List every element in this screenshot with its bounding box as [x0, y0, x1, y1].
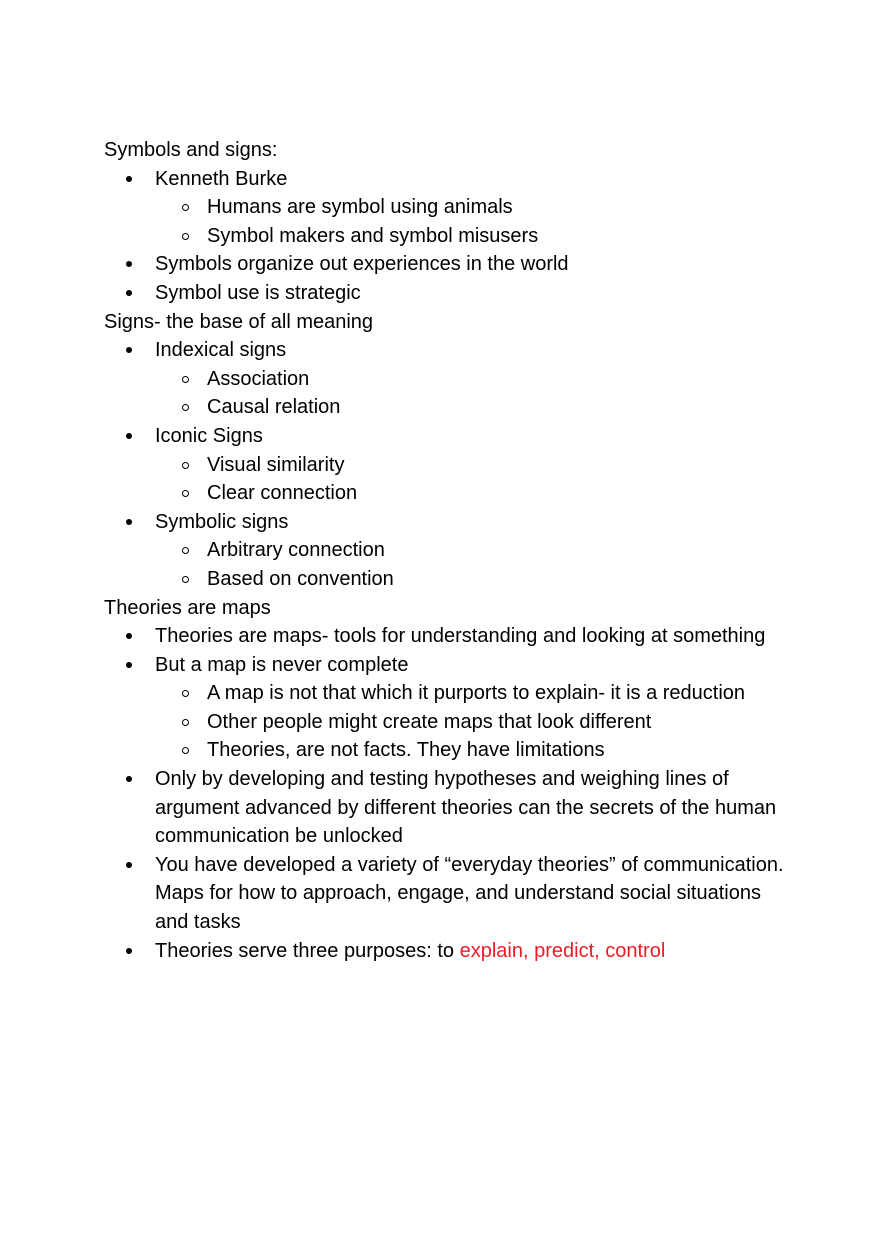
- bullet-text: Indexical signs: [155, 339, 287, 362]
- bullet-item: [155, 336, 784, 422]
- bullet-circle-icon: [182, 404, 189, 411]
- sub-bullet-text: Arbitrary connection: [207, 539, 385, 562]
- sub-bullet-item: [207, 365, 784, 394]
- bullet-text: Symbols organize out experiences in the world: [155, 253, 569, 276]
- bullet-dot-icon: [126, 261, 132, 267]
- bullet-dot-icon: [126, 290, 132, 296]
- bullet-circle-icon: [182, 690, 189, 697]
- sub-bullet-text: Clear connection: [207, 482, 358, 505]
- bullet-dot-icon: [126, 862, 132, 868]
- sub-bullet-list: [155, 451, 784, 508]
- bullet-item: [155, 937, 784, 966]
- sub-bullet-item: [207, 736, 784, 765]
- bullet-item: [155, 622, 784, 651]
- bullet-item: [155, 651, 784, 765]
- sub-bullet-text: Causal relation: [207, 396, 341, 419]
- bullet-text: Theories serve three purposes: to: [155, 939, 460, 962]
- sub-bullet-text: Based on convention: [207, 567, 394, 590]
- bullet-dot-icon: [126, 176, 132, 182]
- sub-bullet-text: Association: [207, 367, 310, 390]
- bullet-circle-icon: [182, 204, 189, 211]
- bullet-dot-icon: [126, 948, 132, 954]
- bullet-item: [155, 765, 784, 851]
- sub-bullet-item: [207, 193, 784, 222]
- bullet-dot-icon: [126, 433, 132, 439]
- bullet-list: [104, 336, 784, 593]
- bullet-list: [104, 622, 784, 965]
- sub-bullet-item: [207, 565, 784, 594]
- sub-bullet-item: [207, 679, 784, 708]
- section-heading: Symbols and signs:: [104, 139, 278, 161]
- sub-bullet-item: [207, 451, 784, 480]
- bullet-circle-icon: [182, 719, 189, 726]
- bullet-circle-icon: [182, 576, 189, 583]
- bullet-text: Theories are maps- tools for understanding and looking at something: [155, 625, 766, 648]
- section-heading: Signs- the base of all meaning: [104, 310, 374, 333]
- bullet-circle-icon: [182, 490, 189, 497]
- bullet-dot-icon: [126, 662, 132, 668]
- sub-bullet-text: A map is not that which it purports to explain- it is a reduction: [207, 682, 746, 705]
- sub-bullet-list: [155, 679, 784, 765]
- bullet-text: Only by developing and testing hypotheses and weighing lines of argument advanced by different theories can the secrets of the human communication be unlocked: [155, 768, 777, 848]
- sub-bullet-list: [155, 365, 784, 422]
- bullet-dot-icon: [126, 347, 132, 353]
- sub-bullet-item: [207, 222, 784, 251]
- bullet-text: Kenneth Burke: [155, 167, 288, 190]
- sub-bullet-text: Visual similarity: [207, 453, 345, 476]
- bullet-circle-icon: [182, 462, 189, 469]
- bullet-text: You have developed a variety of “everyday theories” of communication. Maps for how to approach, engage, and understand social situations and tasks: [155, 853, 784, 934]
- sub-bullet-item: [207, 479, 784, 508]
- bullet-text: Iconic Signs: [155, 424, 263, 447]
- highlighted-text: explain, predict, control: [459, 939, 666, 962]
- sub-bullet-text: Symbol makers and symbol misusers: [207, 224, 539, 247]
- sub-bullet-list: [155, 193, 784, 250]
- bullet-item: [155, 279, 784, 308]
- bullet-item: [155, 422, 784, 508]
- bullet-text: But a map is never complete: [155, 653, 409, 676]
- bullet-item: [155, 165, 784, 251]
- bullet-list: [104, 165, 784, 308]
- sub-bullet-text: Other people might create maps that look different: [207, 710, 652, 733]
- sub-bullet-item: [207, 536, 784, 565]
- bullet-circle-icon: [182, 547, 189, 554]
- bullet-circle-icon: [182, 233, 189, 240]
- bullet-dot-icon: [126, 776, 132, 782]
- bullet-item: [155, 250, 784, 279]
- bullet-dot-icon: [126, 633, 132, 639]
- sub-bullet-text: Theories, are not facts. They have limitations: [207, 739, 605, 762]
- bullet-dot-icon: [126, 519, 132, 525]
- bullet-circle-icon: [182, 376, 189, 383]
- bullet-item: [155, 851, 784, 937]
- sub-bullet-item: [207, 708, 784, 737]
- bullet-text: Symbolic signs: [155, 510, 289, 533]
- section-heading: Theories are maps: [104, 596, 271, 619]
- sub-bullet-item: [207, 393, 784, 422]
- bullet-item: [155, 508, 784, 594]
- bullet-text: Symbol use is strategic: [155, 281, 361, 304]
- document-body: [104, 136, 784, 965]
- sub-bullet-text: Humans are symbol using animals: [207, 196, 513, 219]
- sub-bullet-list: [155, 536, 784, 593]
- bullet-circle-icon: [182, 747, 189, 754]
